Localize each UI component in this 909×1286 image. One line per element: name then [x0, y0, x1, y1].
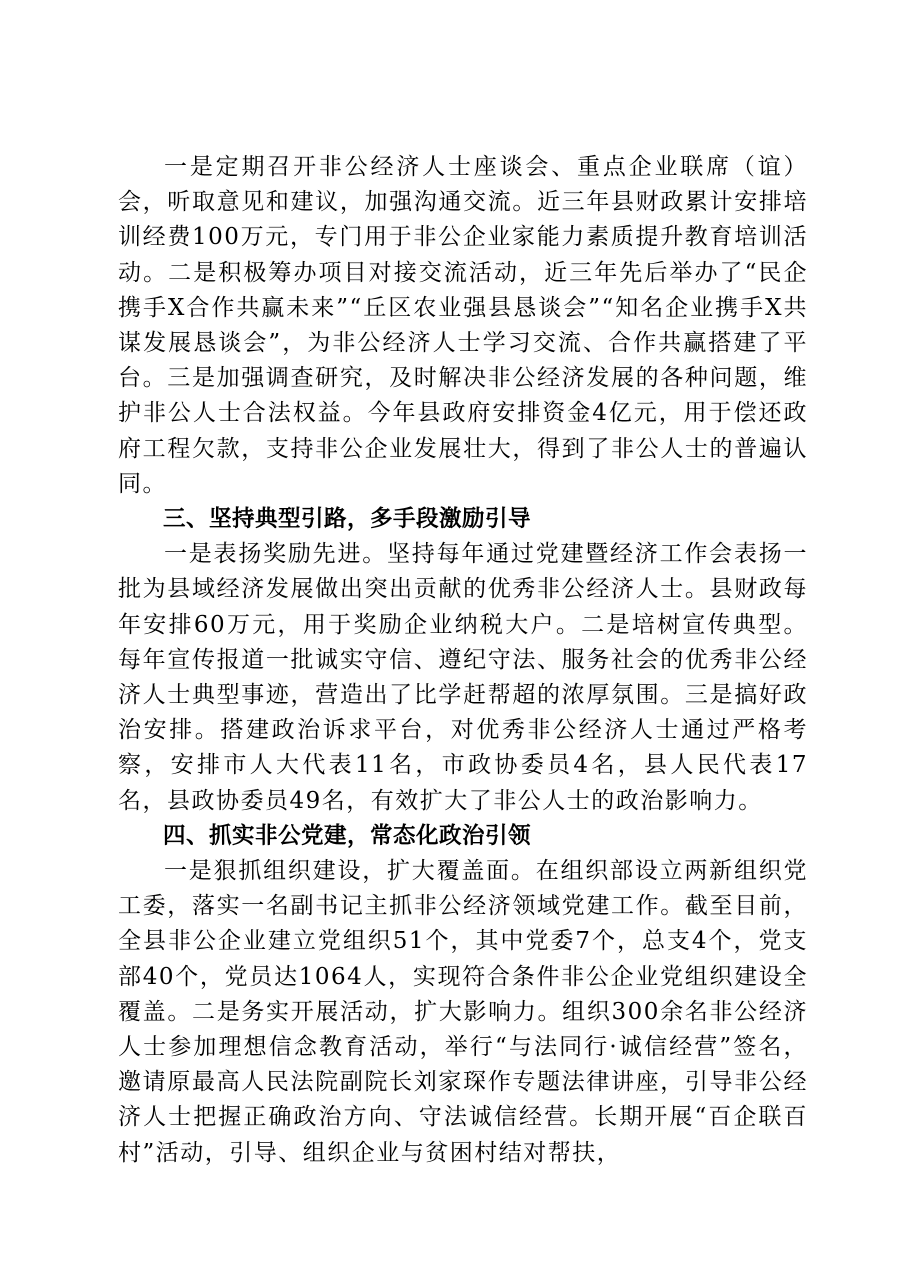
- section-heading-three: 三、坚持典型引路，多手段激励引导: [163, 506, 532, 533]
- section-heading-four: 四、抓实非公党建，常态化政治引领: [163, 822, 532, 849]
- paragraph-party-building: 一是狠抓组织建设，扩大覆盖面。在组织部设立两新组织党工委，落实一名副书记主抓非公经济领域党建工作。截至目前，全县非公企业建立党组织51个，其中党委7个，总支4个，党支部40个，党员达1064人，实现符合条件非公企业党组织建设全覆盖。二是务实开展活动，扩大影响力。组织300余名非公经济人士参加理想信念教育活动，举行“与法同行·诚信经营”签名，邀请原最高人民法院副院长刘家琛作专题法律讲座，引导非公经济人士把握正确政治方向、守法诚信经营。长期开展“百企联百村”活动，引导、组织企业与贫困村结对帮扶，: [118, 858, 808, 1166]
- paragraph-commendation-and-incentives: 一是表扬奖励先进。坚持每年通过党建暨经济工作会表扬一批为县域经济发展做出突出贡献的优秀非公经济人士。县财政每年安排60万元，用于奖励企业纳税大户。二是培树宣传典型。每年宣传报道一批诚实守信、遵纪守法、服务社会的优秀非公经济人士典型事迹，营造出了比学赶帮超的浓厚氛围。三是搞好政治安排。搭建政治诉求平台，对优秀非公经济人士通过严格考察，安排市人大代表11名，市政协委员4名，县人民代表17名，县政协委员49名，有效扩大了非公人士的政治影响力。: [118, 541, 808, 814]
- paragraph-meetings-and-exchanges: 一是定期召开非公经济人士座谈会、重点企业联席（谊）会，听取意见和建议，加强沟通交流。近三年县财政累计安排培训经费100万元，专门用于非公企业家能力素质提升教育培训活动。二是积极筹办项目对接交流活动，近三年先后举办了“民企携手X合作共赢未来”“丘区农业强县恳谈会”“知名企业携手X共谋发展恳谈会”，为非公经济人士学习交流、合作共赢搭建了平台。三是加强调查研究，及时解决非公经济发展的各种问题，维护非公人士合法权益。今年县政府安排资金4亿元，用于偿还政府工程欠款，支持非公企业发展壮大，得到了非公人士的普遍认同。: [118, 154, 808, 497]
- document-page: [118, 150, 808, 1171]
